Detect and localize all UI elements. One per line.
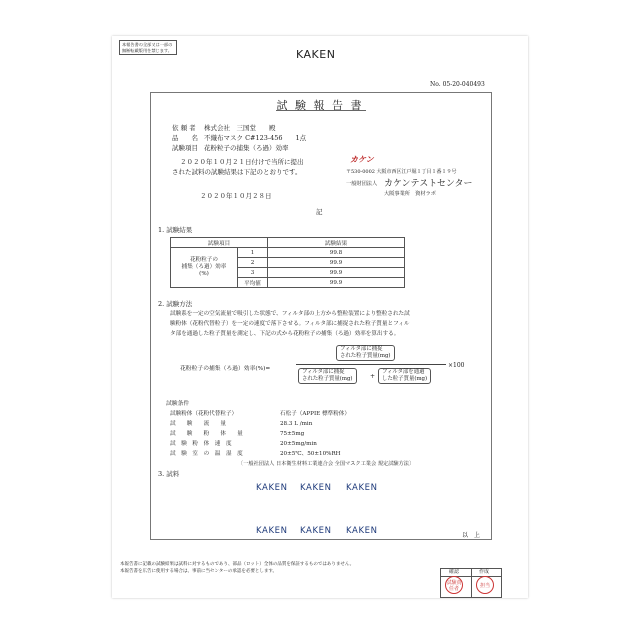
trial-result: 99.9 [268,258,405,268]
fraction-bar [296,364,446,365]
org-name: カケンテストセンター [384,179,473,189]
condition-value: 20±5℃、50±10%RH [280,451,341,457]
end-mark: 以 上 [462,532,481,539]
condition-label: 試 験 粉 体 速 度 [170,441,232,447]
formula-label: 花粉粒子の捕集（ろ過）効率(%)= [180,366,271,372]
org-branch: 大阪事業所 資材ラボ [384,191,436,197]
condition-label: 試 験 流 量 [170,421,226,427]
section1-heading: 1. 試験結果 [158,226,193,234]
page-title: 試 験 報 告 書 [276,99,364,112]
sample-label: KAKEN [256,526,288,536]
trial-result: 99.8 [268,248,405,258]
method-source-note: 〔一般社団法人 日本衛生材料工業連合会 全国マスク工業会 規定試験方法〕 [238,461,415,467]
report-date: ２０２０年１０月２８日 [200,192,272,200]
row-label [171,248,238,288]
method-line-2: 験粉体（花粉代替粒子）を一定の速度で落下させる。フィルタ部に捕捉された粒子質量とフィル [170,321,410,327]
approval-right-label: 作成 [479,569,490,575]
formula-denominator-2: フィルタ部を通過 した粒子質量(mg) [378,368,431,384]
product-label: 品 名 [172,134,198,142]
condition-value: 20±5mg/min [280,441,317,447]
average-result: 99.9 [268,278,405,288]
approval-left-label: 確認 [449,569,460,575]
condition-value: 75±5mg [280,431,305,437]
org-logo: カケン [350,155,374,164]
results-table [170,237,405,288]
document-number: No. 05-20-040493 [430,81,485,88]
average-label: 平均値 [238,278,268,288]
test-item-label: 試験項目 [172,144,198,152]
org-foundation: 一般財団法人 [346,181,378,187]
sample-label: KAKEN [346,526,378,536]
condition-value: 28.3 L /min [280,421,313,427]
trial-number: 2 [238,258,268,268]
times-100: ×100 [448,362,465,369]
approval-stamp-left: 試験責任者 [445,576,463,594]
condition-label: 試 験 室 の 温 湿 度 [170,451,243,457]
intro-line-1: ２０２０年１０月２１日付けで当所に提出 [180,158,304,166]
col-header-result: 試験結果 [268,238,405,248]
row-label-line3: (%) [199,271,209,277]
approval-divider [471,569,472,597]
condition-value: 石松子（APPIE 標準粉体） [280,411,350,417]
formula-denominator-1: フィルタ部に捕捉 された粒子質量(mg) [298,368,357,384]
condition-label: 試 験 粉 体 量 [170,431,243,437]
trial-number: 1 [238,248,268,258]
section3-heading: 3. 試料 [158,470,180,478]
formula-numerator: フィルタ部に捕捉 された粒子質量(mg) [336,345,395,361]
row-label-line1: 花粉粒子の [190,257,218,263]
row-label-line2: 捕集（ろ過）効率 [181,264,227,270]
sample-label: KAKEN [300,526,332,536]
title-underline [276,110,366,111]
ki-mark: 記 [316,208,323,216]
plus-sign: + [370,373,376,380]
sample-label: KAKEN [346,483,378,493]
client-value: 株式会社 三国堂 殿 [204,124,276,132]
header-logo: KAKEN [296,48,336,61]
condition-label: 試験粉体（花粉代替粒子） [170,411,238,417]
product-value: 不織布マスク C#123-456 1点 [204,134,307,142]
client-label: 依 頼 者 [172,124,196,132]
footer-notice-1: 本報告書に記載の試験結果は試料に対するものであり、部品（ロット）全体の品質を保証するものではありません。 [120,562,355,567]
trial-result: 99.9 [268,268,405,278]
sample-label: KAKEN [300,483,332,493]
reproduction-notice: 本報告書の全部又は一部の無断転載版用を禁じます。 [119,40,177,55]
method-line-1: 試験系を一定の空気流量で吸引した状態で、フィルタ部の上方から整粒装置により整粒された試 [170,311,410,317]
conditions-heading: 試験条件 [166,401,190,407]
section2-heading: 2. 試験方法 [158,300,193,308]
footer-notice-2: 本報告書を広告に使用する場合は、事前に当センターの承認を必要とします。 [120,569,277,574]
approval-stamp-right: 担当 [476,576,494,594]
sample-label: KAKEN [256,483,288,493]
intro-line-2: された試料の試験結果は下記のとおりです。 [172,168,302,176]
method-line-3: タ部を通過した粒子質量を測定し、下記の式から花粉粒子の捕集（ろ過）効率を算出する。 [170,331,400,337]
test-item-value: 花粉粒子の捕集（ろ過）効率 [204,144,289,152]
org-address: 〒530-0002 大阪市西区江戸堀１丁目１番１９号 [346,169,457,175]
col-header-item: 試験項目 [171,238,268,248]
trial-number: 3 [238,268,268,278]
